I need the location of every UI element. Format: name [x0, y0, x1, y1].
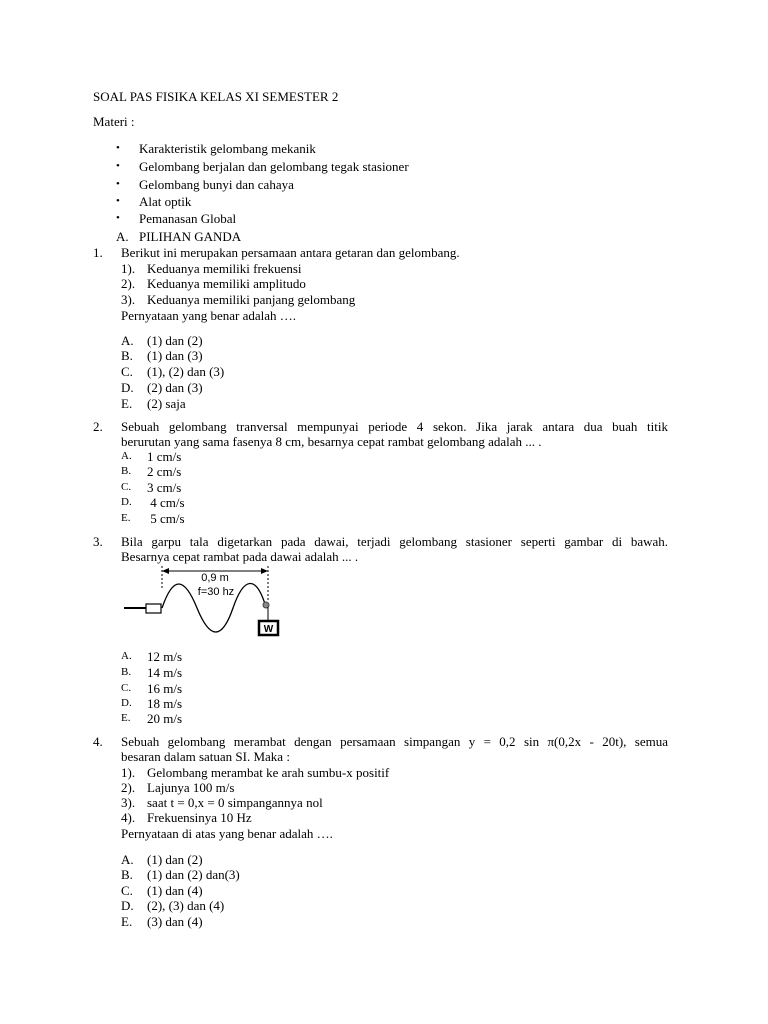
option-text: (2) saja: [147, 396, 186, 411]
weight-label: W: [263, 624, 274, 635]
option-text: 5 cm/s: [147, 511, 185, 526]
question-text: Bila garpu tala digetarkan pada dawai, terjadi gelombang stasioner seperti gambar di bawah.: [121, 534, 668, 549]
option-text: 1 cm/s: [147, 449, 182, 464]
option-text: 16 m/s: [147, 681, 183, 696]
option-letter: A.: [121, 650, 132, 662]
bullet-icon: •: [116, 195, 120, 207]
statement-number: 2).: [121, 276, 136, 291]
option-letter: B.: [121, 867, 133, 882]
statement-text: Frekuensinya 10 Hz: [147, 810, 252, 825]
option-letter: E.: [121, 712, 131, 724]
option-text: 3 cm/s: [147, 480, 182, 495]
materi-item: Gelombang berjalan dan gelombang tegak stasioner: [139, 159, 409, 174]
statement-number: 3).: [121, 292, 136, 307]
question-number: 3.: [93, 534, 103, 549]
option-text: 12 m/s: [147, 649, 183, 664]
option-letter: D.: [121, 380, 134, 395]
section-number: A.: [116, 229, 129, 244]
bullet-icon: •: [116, 178, 120, 190]
question-text: Besarnya cepat rambat pada dawai adalah ... .: [121, 549, 359, 564]
question-number: 2.: [93, 419, 103, 434]
question-text: Sebuah gelombang tranversal mempunyai periode 4 sekon. Jika jarak antara dua buah titik: [121, 419, 668, 434]
arrowhead-left-icon: [162, 568, 169, 574]
materi-item: Alat optik: [139, 194, 192, 209]
page-title: SOAL PAS FISIKA KELAS XI SEMESTER 2: [93, 89, 339, 104]
statement-text: Keduanya memiliki amplitudo: [147, 276, 306, 291]
materi-item: Pemanasan Global: [139, 211, 237, 226]
statement-text: Lajunya 100 m/s: [147, 780, 235, 795]
question-text: berurutan yang sama fasenya 8 cm, besarnya cepat rambat gelombang adalah ... .: [121, 434, 542, 449]
bullet-icon: •: [116, 142, 120, 154]
materi-item: Gelombang bunyi dan cahaya: [139, 177, 294, 192]
question-prompt: Pernyataan yang benar adalah ….: [121, 308, 297, 323]
question-text: Berikut ini merupakan persamaan antara getaran dan gelombang.: [121, 245, 460, 260]
option-text: 20 m/s: [147, 711, 183, 726]
option-letter: C.: [121, 883, 133, 898]
arrowhead-right-icon: [261, 568, 268, 574]
option-letter: B.: [121, 666, 132, 678]
option-letter: C.: [121, 682, 132, 694]
clamp-block: [146, 604, 161, 613]
question-number: 1.: [93, 245, 103, 260]
question-text: besaran dalam satuan SI. Maka :: [121, 749, 290, 764]
statement-number: 2).: [121, 780, 136, 795]
option-text: (1) dan (4): [147, 883, 203, 898]
question-number: 4.: [93, 734, 103, 749]
option-letter: D.: [121, 496, 132, 508]
statement-text: Keduanya memiliki frekuensi: [147, 261, 302, 276]
materi-label: Materi :: [93, 114, 135, 129]
question-text: Sebuah gelombang merambat dengan persamaan simpangan y = 0,2 sin π(0,2x - 20t), semua: [121, 734, 668, 749]
materi-item: Karakteristik gelombang mekanik: [139, 141, 316, 156]
option-text: (1) dan (3): [147, 348, 203, 363]
option-text: 2 cm/s: [147, 464, 182, 479]
option-text: (2) dan (3): [147, 380, 203, 395]
option-letter: E.: [121, 914, 133, 929]
statement-number: 1).: [121, 765, 136, 780]
option-text: (1) dan (2) dan(3): [147, 867, 240, 882]
length-label: 0,9 m: [201, 572, 229, 584]
option-letter: A.: [121, 333, 134, 348]
option-text: 4 cm/s: [147, 495, 185, 510]
frequency-label: f=30 hz: [197, 586, 235, 598]
option-text: (3) dan (4): [147, 914, 203, 929]
bullet-icon: •: [116, 160, 120, 172]
option-letter: D.: [121, 898, 134, 913]
option-letter: D.: [121, 697, 132, 709]
option-text: (1), (2) dan (3): [147, 364, 225, 379]
statement-number: 4).: [121, 810, 136, 825]
option-letter: E.: [121, 396, 133, 411]
option-letter: A.: [121, 450, 132, 462]
statement-text: Gelombang merambat ke arah sumbu-x positif: [147, 765, 390, 780]
option-letter: B.: [121, 465, 132, 477]
statement-number: 3).: [121, 795, 136, 810]
option-letter: C.: [121, 364, 133, 379]
option-text: (1) dan (2): [147, 333, 203, 348]
option-text: (2), (3) dan (4): [147, 898, 225, 913]
standing-wave-figure: [120, 562, 300, 646]
option-text: (1) dan (2): [147, 852, 203, 867]
option-letter: B.: [121, 348, 133, 363]
option-letter: C.: [121, 481, 132, 493]
statement-text: saat t = 0,x = 0 simpangannya nol: [147, 795, 323, 810]
option-text: 14 m/s: [147, 665, 183, 680]
statement-number: 1).: [121, 261, 136, 276]
question-prompt: Pernyataan di atas yang benar adalah ….: [121, 826, 333, 841]
statement-text: Keduanya memiliki panjang gelombang: [147, 292, 356, 307]
option-letter: A.: [121, 852, 134, 867]
bullet-icon: •: [116, 212, 120, 224]
option-letter: E.: [121, 512, 131, 524]
section-heading: PILIHAN GANDA: [139, 229, 242, 244]
option-text: 18 m/s: [147, 696, 183, 711]
